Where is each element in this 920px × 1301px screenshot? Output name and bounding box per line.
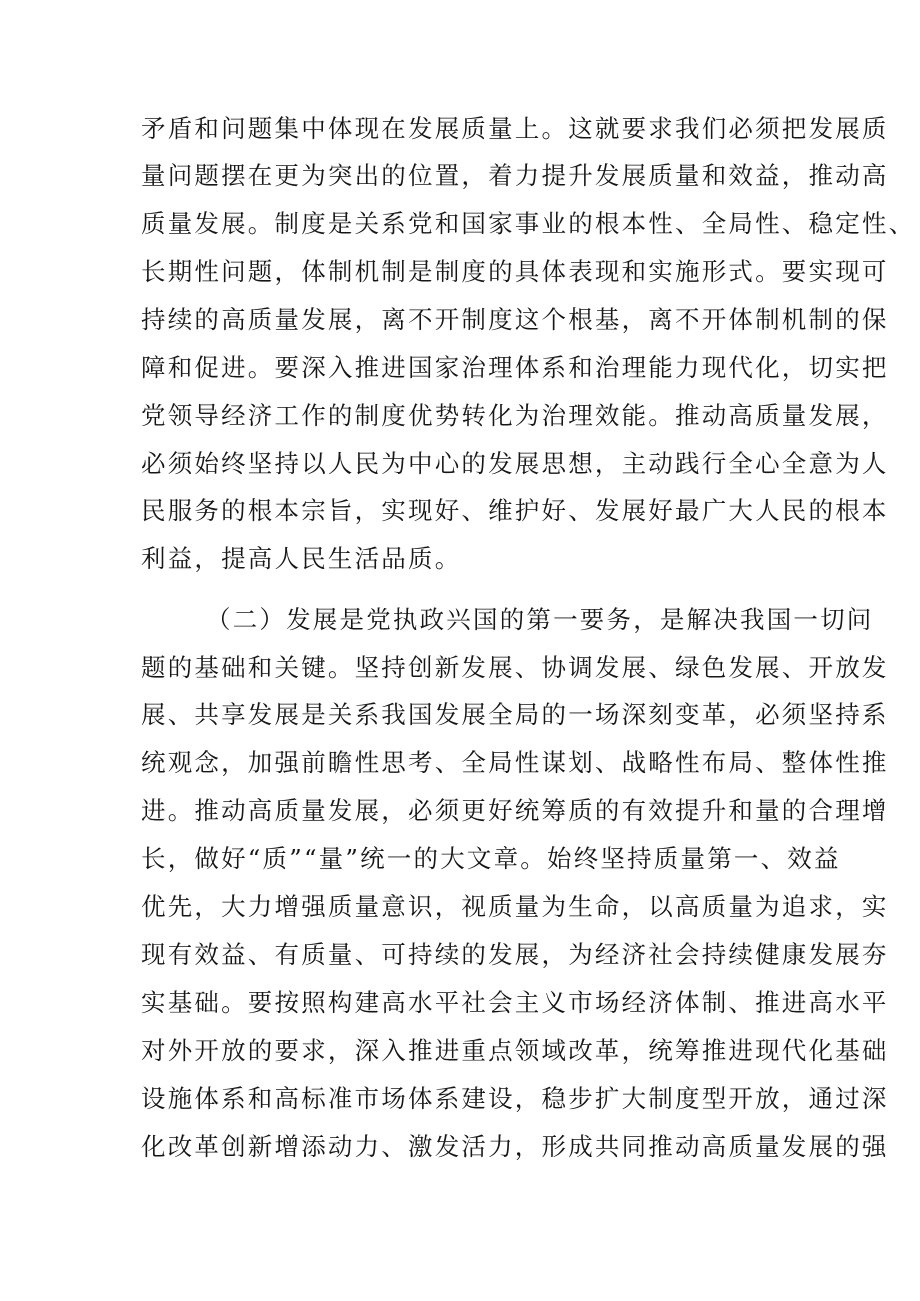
text-line: 优先，大力增强质量意识，视质量为生命，以高质量为追求，实 xyxy=(141,892,889,921)
text-line: 展、共享发展是关系我国发展全局的一场深刻变革，必须坚持系 xyxy=(141,700,889,729)
text-line: 持续的高质量发展，离不开制度这个根基，离不开体制机制的保 xyxy=(141,305,889,334)
text-line: 题的基础和关键。坚持创新发展、协调发展、绿色发展、开放发 xyxy=(141,653,889,682)
text-line: 质量发展。制度是关系党和国家事业的根本性、全局性、稳定性、 xyxy=(141,209,916,238)
text-line: 设施体系和高标准市场体系建设，稳步扩大制度型开放，通过深 xyxy=(141,1084,889,1113)
text-line: 统观念，加强前瞻性思考、全局性谋划、战略性布局、整体性推 xyxy=(141,748,889,777)
text-line: 现有效益、有质量、可持续的发展，为经济社会持续健康发展夯 xyxy=(141,940,889,969)
text-line: 量问题摆在更为突出的位置，着力提升发展质量和效益，推动高 xyxy=(141,161,889,190)
text-line: 民服务的根本宗旨，实现好、维护好、发展好最广大人民的根本 xyxy=(141,496,889,525)
text-line: 矛盾和问题集中体现在发展质量上。这就要求我们必须把发展质 xyxy=(141,114,889,143)
text-line: 进。推动高质量发展，必须更好统筹质的有效提升和量的合理增 xyxy=(141,796,889,825)
text-line: 对外开放的要求，深入推进重点领域改革，统筹推进现代化基础 xyxy=(141,1036,889,1065)
text-line: 党领导经济工作的制度优势转化为治理效能。推动高质量发展， xyxy=(141,401,889,430)
text-line: 实基础。要按照构建高水平社会主义市场经济体制、推进高水平 xyxy=(141,988,889,1017)
text-line: 利益，提高人民生活品质。 xyxy=(141,544,462,573)
text-line: 化改革创新增添动力、激发活力，形成共同推动高质量发展的强 xyxy=(141,1132,889,1161)
text-line: 必须始终坚持以人民为中心的发展思想，主动践行全心全意为人 xyxy=(141,449,889,478)
text-line: 长，做好“质”“量”统一的大文章。始终坚持质量第一、效益 xyxy=(141,844,841,873)
text-line: 障和促进。要深入推进国家治理体系和治理能力现代化，切实把 xyxy=(141,353,889,382)
text-line: （二）发展是党执政兴国的第一要务，是解决我国一切问 xyxy=(206,605,874,634)
text-line: 长期性问题，体制机制是制度的具体表现和实施形式。要实现可 xyxy=(141,257,889,286)
